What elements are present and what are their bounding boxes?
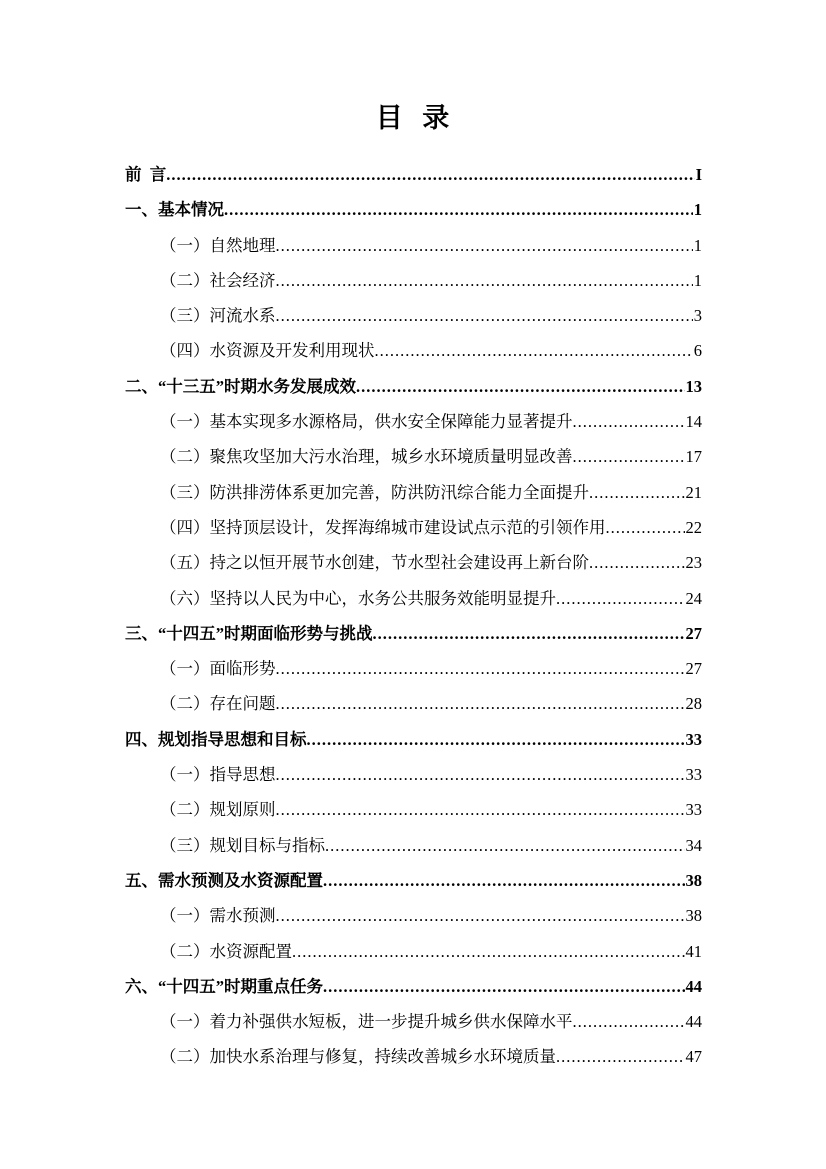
toc-leader-dots	[276, 757, 685, 792]
toc-entry	[125, 969, 702, 1004]
toc-entry-label: （二）水资源配置	[160, 941, 292, 961]
toc-leader-dots	[573, 1004, 685, 1039]
toc-leader-dots	[307, 722, 685, 757]
toc-page-number: 13	[685, 376, 702, 396]
toc-page-number: 6	[693, 341, 702, 361]
toc-page-number: 38	[685, 870, 702, 890]
toc-leader-dots	[356, 369, 685, 404]
toc-page-number: 47	[685, 1047, 702, 1067]
toc-page-number: 24	[685, 588, 702, 608]
toc-entry	[125, 510, 702, 545]
toc-entry-label: （一）自然地理	[160, 235, 276, 255]
toc-entry-label: 一、基本情况	[125, 200, 224, 220]
toc-leader-dots	[276, 792, 685, 827]
toc-leader-dots	[276, 651, 685, 686]
toc-leader-dots	[276, 228, 693, 263]
toc-entry-label: （五）持之以恒开展节水创建，节水型社会建设再上新台阶	[160, 553, 589, 573]
toc-entry-label: （三）防洪排涝体系更加完善，防洪防汛综合能力全面提升	[160, 482, 589, 502]
toc-entry	[125, 439, 702, 474]
toc-entry	[125, 686, 702, 721]
toc-leader-dots	[166, 157, 694, 192]
toc-leader-dots	[373, 616, 685, 651]
toc-page-number: 1	[693, 270, 702, 290]
toc-entry-label: （一）指导思想	[160, 765, 276, 785]
toc-page-number: 41	[685, 941, 702, 961]
toc-page-number: 27	[685, 623, 702, 643]
toc-entry-label: 六、“十四五”时期重点任务	[125, 976, 323, 996]
toc-entry-label: 三、“十四五”时期面临形势与挑战	[125, 623, 373, 643]
toc-leader-dots	[323, 969, 685, 1004]
toc-page-number: 33	[685, 800, 702, 820]
toc-page-number: 21	[685, 482, 702, 502]
toc-page-number: 33	[685, 729, 702, 749]
toc-entry	[125, 404, 702, 439]
page-title: 目 录	[375, 103, 452, 133]
toc-entry	[125, 898, 702, 933]
toc-entry	[125, 333, 702, 368]
toc-entry-label: 前 言	[125, 165, 167, 184]
toc-page-number: 27	[685, 659, 702, 679]
toc-leader-dots	[573, 439, 685, 474]
toc-leader-dots	[276, 298, 693, 333]
toc-page-number: 23	[685, 553, 702, 573]
toc-entry	[125, 651, 702, 686]
toc-leader-dots	[573, 404, 685, 439]
toc-entry-label: （一）着力补强供水短板，进一步提升城乡供水保障水平	[160, 1012, 573, 1032]
toc-page-number: 22	[685, 517, 702, 537]
toc-leader-dots	[589, 545, 685, 580]
toc-entry	[125, 863, 702, 898]
toc-leader-dots	[276, 263, 693, 298]
toc-entry	[125, 792, 702, 827]
toc-entry	[125, 298, 702, 333]
toc-entry-label: （一）需水预测	[160, 906, 276, 926]
toc-entry	[125, 475, 702, 510]
toc-page-number: 38	[685, 906, 702, 926]
toc-leader-dots	[556, 581, 685, 616]
toc-page-number: 44	[685, 1012, 702, 1032]
toc-page-number: 34	[685, 835, 702, 855]
toc-entry	[125, 722, 702, 757]
toc-page-number: I	[695, 165, 702, 184]
toc-page-number: 1	[693, 200, 702, 220]
toc-entry-label: （二）聚焦攻坚加大污水治理，城乡水环境质量明显改善	[160, 447, 573, 467]
toc-leader-dots	[276, 686, 685, 721]
toc-page-number: 44	[685, 976, 702, 996]
toc-entry-label: （三）规划目标与指标	[160, 835, 325, 855]
toc-entry-label: 四、规划指导思想和目标	[125, 729, 307, 749]
toc-page-number: 3	[693, 306, 702, 326]
toc-entry-label: （二）社会经济	[160, 270, 276, 290]
toc-leader-dots	[323, 863, 685, 898]
toc-entry-label: 二、“十三五”时期水务发展成效	[125, 376, 356, 396]
toc-leader-dots	[292, 934, 685, 969]
toc-entry	[125, 828, 702, 863]
toc-entry	[125, 581, 702, 616]
toc-entry-label: （四）坚持顶层设计，发挥海绵城市建设试点示范的引领作用	[160, 517, 606, 537]
toc-entry	[125, 545, 702, 580]
toc-entry-label: （四）水资源及开发利用现状	[160, 341, 375, 361]
toc-entry-label: （一）面临形势	[160, 659, 276, 679]
toc-entry	[125, 757, 702, 792]
toc-entry	[125, 616, 702, 651]
toc-entry-label: （一）基本实现多水源格局，供水安全保障能力显著提升	[160, 412, 573, 432]
toc-entry-label: （六）坚持以人民为中心，水务公共服务效能明显提升	[160, 588, 556, 608]
toc-entry-label: （二）加快水系治理与修复，持续改善城乡水环境质量	[160, 1047, 556, 1067]
toc-leader-dots	[224, 192, 693, 227]
toc-entry	[125, 157, 702, 192]
toc-leader-dots	[375, 333, 693, 368]
toc-entry	[125, 369, 702, 404]
toc-leader-dots	[606, 510, 685, 545]
toc-entry-label: （三）河流水系	[160, 306, 276, 326]
toc-entry-label: 五、需水预测及水资源配置	[125, 870, 323, 890]
toc-leader-dots	[556, 1039, 685, 1074]
toc-entry	[125, 263, 702, 298]
toc-leader-dots	[589, 475, 685, 510]
toc-page-number: 33	[685, 765, 702, 785]
toc-leader-dots	[325, 828, 685, 863]
toc-list	[125, 157, 702, 1075]
toc-entry	[125, 934, 702, 969]
toc-entry	[125, 1039, 702, 1074]
toc-page-number: 1	[693, 235, 702, 255]
toc-page-number: 17	[685, 447, 702, 467]
toc-leader-dots	[276, 898, 685, 933]
toc-entry	[125, 192, 702, 227]
toc-entry	[125, 228, 702, 263]
toc-entry	[125, 1004, 702, 1039]
toc-entry-label: （二）规划原则	[160, 800, 276, 820]
toc-entry-label: （二）存在问题	[160, 694, 276, 714]
toc-page-number: 14	[685, 412, 702, 432]
toc-page-number: 28	[685, 694, 702, 714]
